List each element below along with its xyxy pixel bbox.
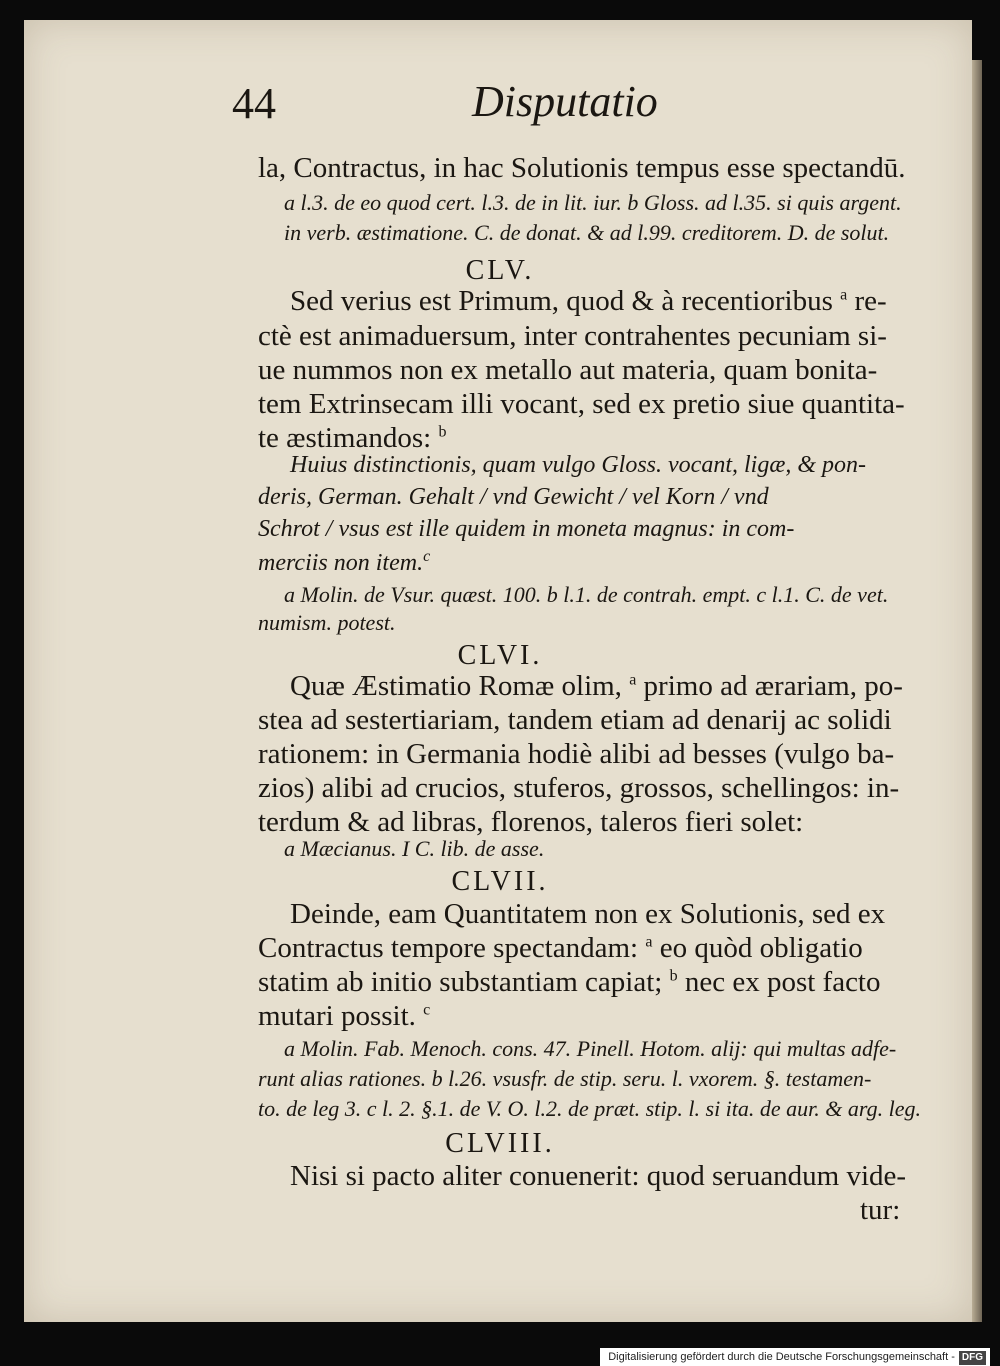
text-line: ctè est animaduersum, inter contrahentes pecuniam si- [258,320,887,352]
section-heading: CLVII. [451,866,549,897]
text-line: rationem: in Germania hodiè alibi ad besses (vulgo ba- [258,738,895,770]
text-line: ue nummos non ex metallo aut materia, quam bonita- [258,354,878,386]
footnote-line: to. de leg 3. c l. 2. §.1. de V. O. l.2. de præt. stip. l. si ita. de aur. & arg. leg. [258,1096,922,1121]
section-heading: CLVI. [457,640,543,671]
footnote-line: in verb. æstimatione. C. de donat. & ad l.99. creditorem. D. de solut. [284,220,890,245]
quote-line: deris, German. Gehalt / vnd Gewicht / vel Korn / vnd [258,484,769,510]
text-line: tem Extrinsecam illi vocant, sed ex pretio siue quantita- [258,388,905,420]
digitization-credit: Digitalisierung gefördert durch die Deutsche Forschungsgemeinschaft - DFG [600,1348,990,1366]
section-heading: CLVIII. [445,1128,555,1159]
text-line: mutari possit. $^c$ [258,1000,431,1032]
footnote-line: runt alias rationes. b l.26. vsusfr. de stip. seru. l. vxorem. §. testamen- [258,1066,872,1091]
text-line: Sed verius est Primum, quod & à recentioribus $^a$ re- [290,285,887,317]
text-line: la, Contractus, in hac Solutionis tempus esse spectandū. [258,152,906,184]
text-line: te æstimandos: $^b$ [258,422,447,454]
text-line: Nisi si pacto aliter conuenerit: quod seruandum vide- [290,1160,907,1192]
text-line: stea ad sestertiariam, tandem etiam ad denarij ac solidi [258,704,892,736]
footnote-line: a Mæcianus. I C. lib. de asse. [284,836,545,861]
footnote-line: a Molin. de Vsur. quæst. 100. b l.1. de contrah. empt. c l.1. C. de vet. [284,582,889,607]
catchword: tur: [860,1194,901,1226]
quote-line: Schrot / vsus est ille quidem in moneta magnus: in com- [258,516,795,542]
footnote-line: a Molin. Fab. Menoch. cons. 47. Pinell. Hotom. alij: qui multas adfe- [284,1036,897,1061]
text-line: statim ab initio substantiam capiat; $^b$ nec ex post facto [258,966,881,998]
text-line: Contractus tempore spectandam: $^a$ eo quòd obligatio [258,932,863,964]
text-line: Deinde, eam Quantitatem non ex Solutionis, sed ex [290,898,886,930]
text-line: zios) alibi ad crucios, stuferos, grossos, schellingos: in- [258,772,900,804]
dfg-logo: DFG [959,1351,986,1365]
text-line: terdum & ad libras, florenos, taleros fieri solet: [258,806,804,838]
footnote-line: numism. potest. [258,610,396,635]
running-head: Disputatio [472,77,658,126]
text-line: Quæ Æstimatio Romæ olim, $^a$ primo ad ærariam, po- [290,670,903,702]
footnote-line: a l.3. de eo quod cert. l.3. de in lit. iur. b Gloss. ad l.35. si quis argent. [284,190,902,215]
quote-line: merciis non item.$^c$ [258,548,431,576]
section-heading: CLV. [465,255,535,286]
page-number: 44 [232,79,276,128]
quote-line: Huius distinctionis, quam vulgo Gloss. vocant, ligæ, & pon- [290,452,866,478]
